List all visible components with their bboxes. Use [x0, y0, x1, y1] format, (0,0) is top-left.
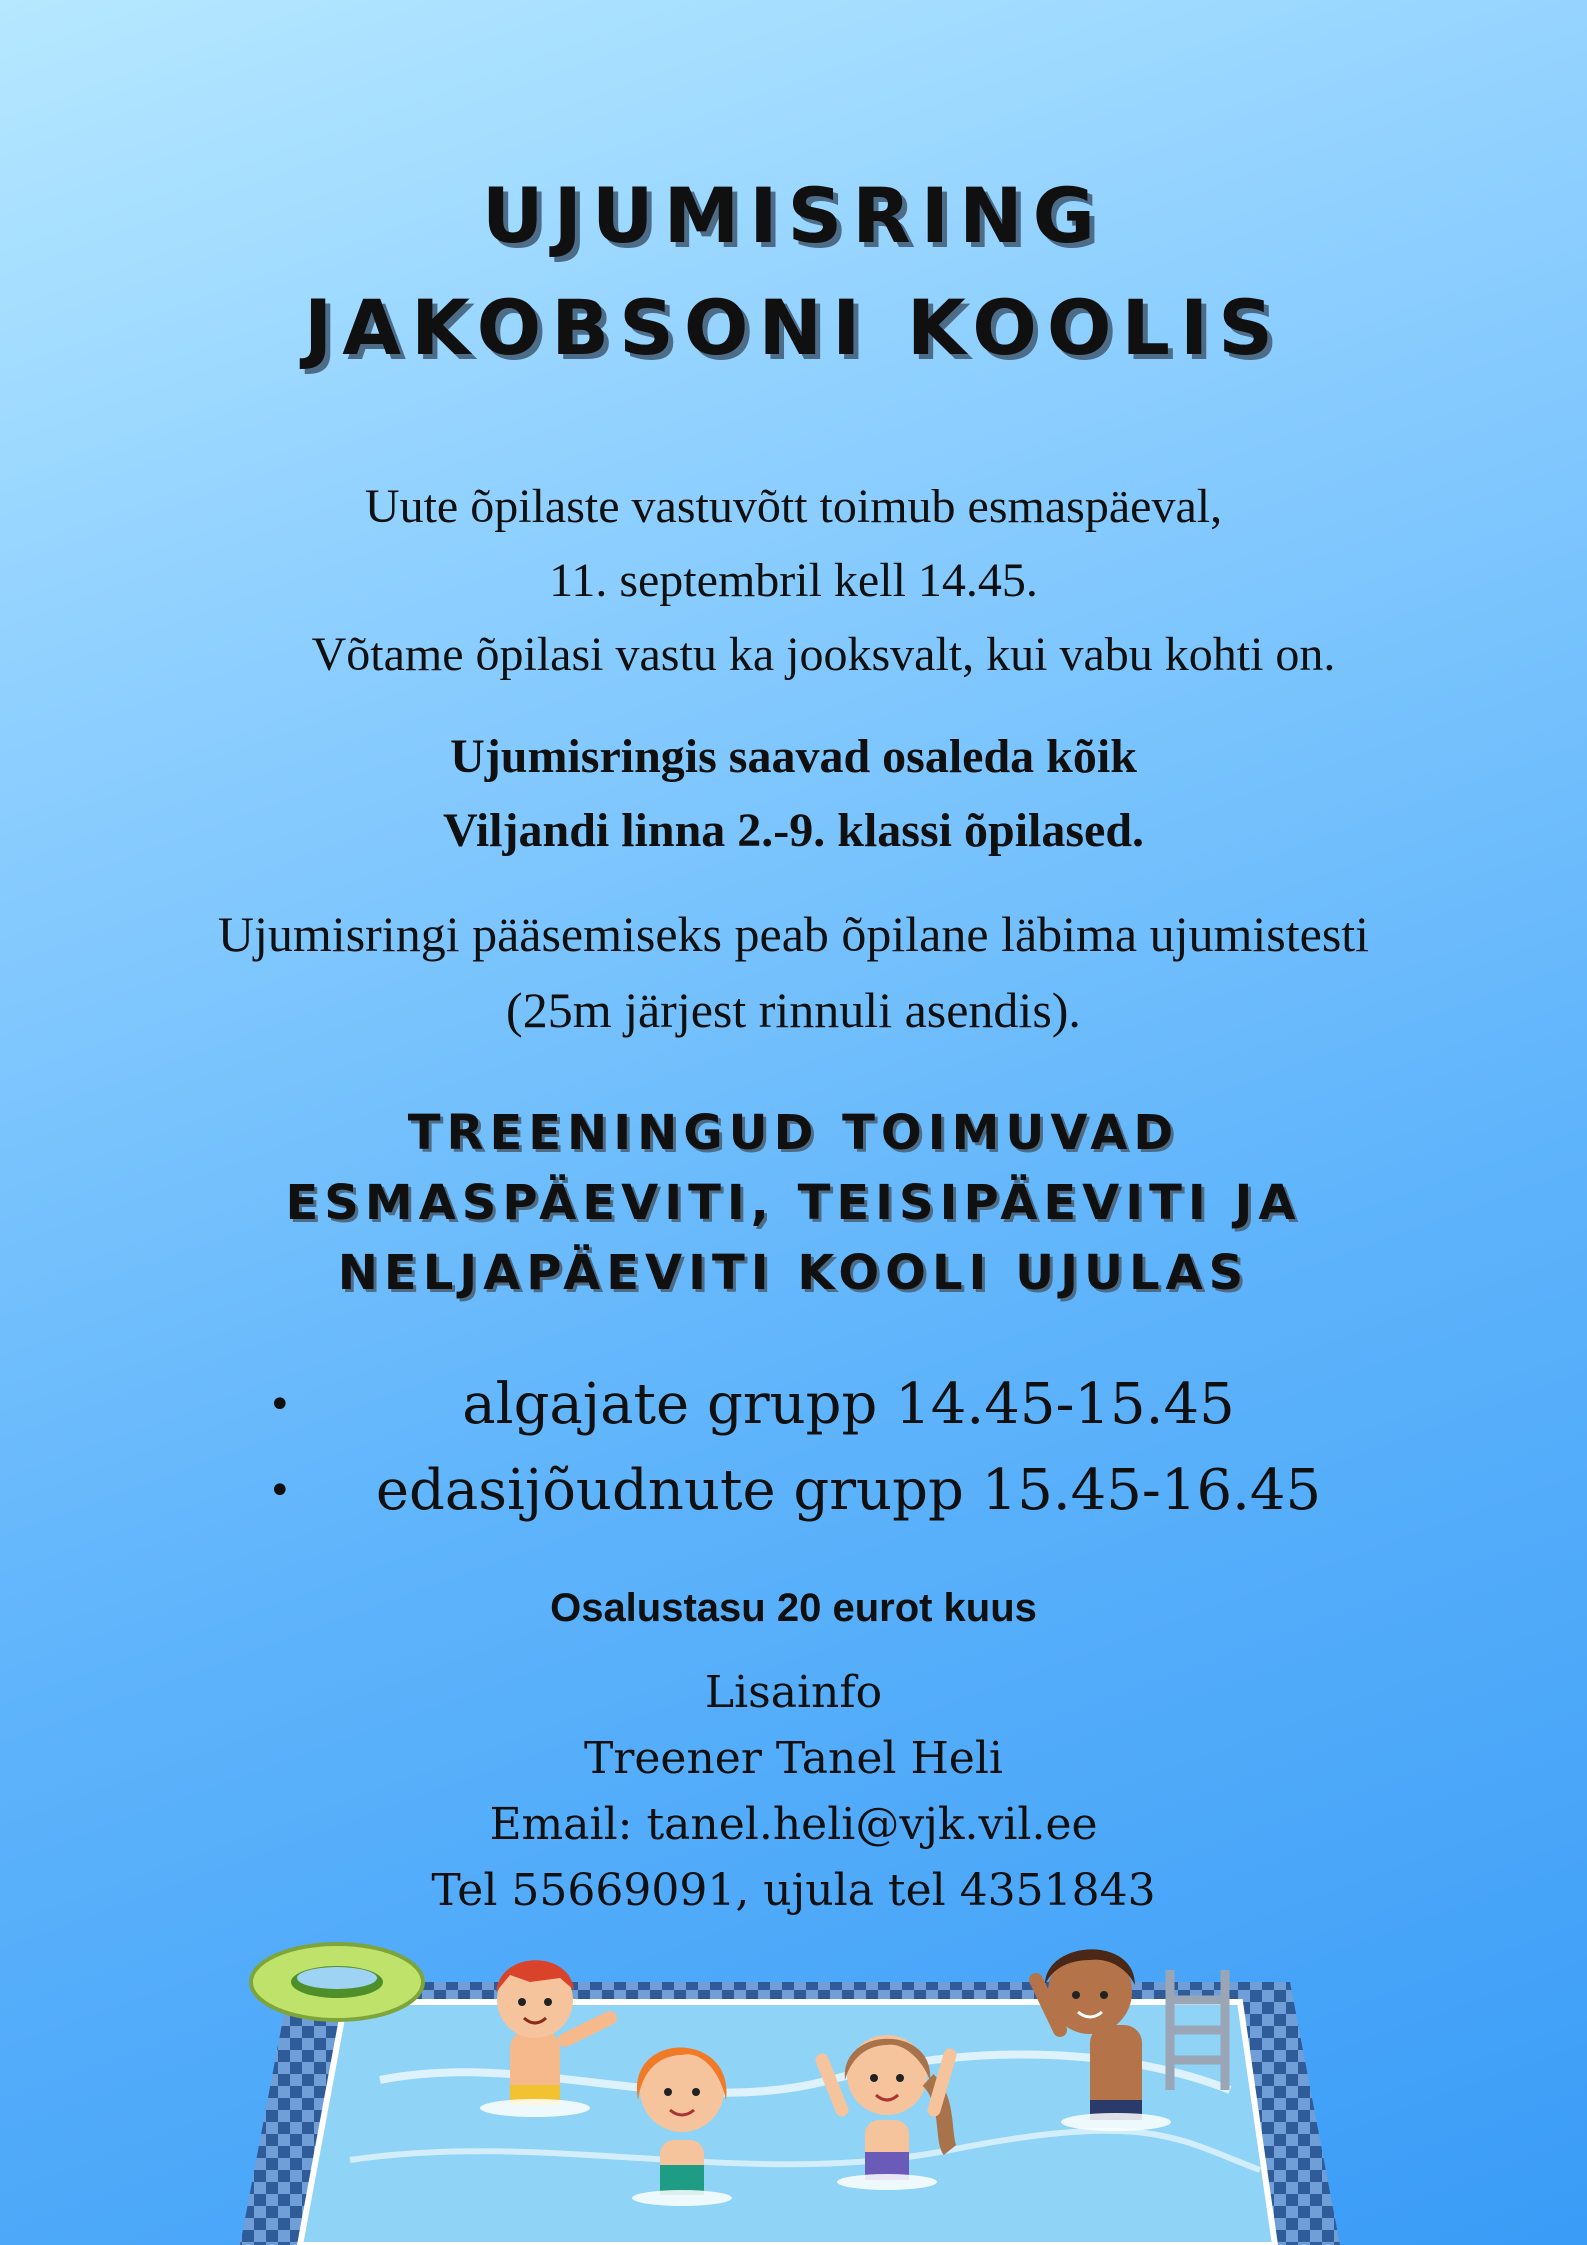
requirement-paragraph: [0, 896, 1587, 1048]
schedule-heading: [0, 1098, 1587, 1308]
eligibility-paragraph: [0, 720, 1587, 868]
list-item: [0, 1448, 1587, 1534]
bullet-icon: •: [268, 1468, 292, 1514]
group-list: [0, 1362, 1587, 1534]
schedule-line-2: ESMASPÄEVITI, TEISIPÄEVITI JA: [285, 1175, 1302, 1231]
contact-heading: Lisainfo: [704, 1667, 883, 1718]
group-text: algajate grupp 14.45-15.45: [462, 1372, 1235, 1437]
contact-phone: Tel 55669091, ujula tel 4351843: [431, 1865, 1156, 1916]
title-line-1: UJUMISRING: [481, 171, 1106, 260]
list-item: [0, 1362, 1587, 1448]
intro-line-3: Võtame õpilasi vastu ka jooksvalt, kui vabu kohti on.: [311, 628, 1336, 681]
coach-name: Treener Tanel Heli: [583, 1733, 1003, 1784]
requirement-line-2: (25m järjest rinnuli asendis).: [506, 982, 1081, 1038]
contact-email: Email: tanel.heli@vjk.vil.ee: [489, 1799, 1098, 1850]
group-text: edasijõudnute grupp 15.45-16.45: [375, 1458, 1322, 1523]
bullet-icon: •: [268, 1382, 292, 1428]
schedule-line-1: TREENINGUD TOIMUVAD: [407, 1105, 1180, 1161]
fee-text: Osalustasu 20 eurot kuus: [550, 1586, 1037, 1630]
swim-ring-icon: [251, 1944, 423, 2020]
intro-line-1: Uute õpilaste vastuvõtt toimub esmaspäeval,: [364, 480, 1223, 533]
intro-line-2: 11. septembril kell 14.45.: [549, 554, 1038, 607]
requirement-line-1: Ujumisringi pääsemiseks peab õpilane läbima ujumistesti: [217, 906, 1370, 962]
intro-paragraph: [0, 470, 1587, 692]
poster-title: [0, 160, 1587, 384]
contact-block: [0, 1660, 1587, 1924]
children-swimming-pool-illustration: [230, 1930, 1380, 2245]
eligibility-line-2: Viljandi linna 2.-9. klassi õpilased.: [442, 804, 1145, 857]
title-line-2: JAKOBSONI KOOLIS: [304, 283, 1283, 372]
eligibility-line-1: Ujumisringis saavad osaleda kõik: [450, 730, 1137, 783]
schedule-line-3: NELJAPÄEVITI KOOLI UJULAS: [337, 1245, 1250, 1301]
